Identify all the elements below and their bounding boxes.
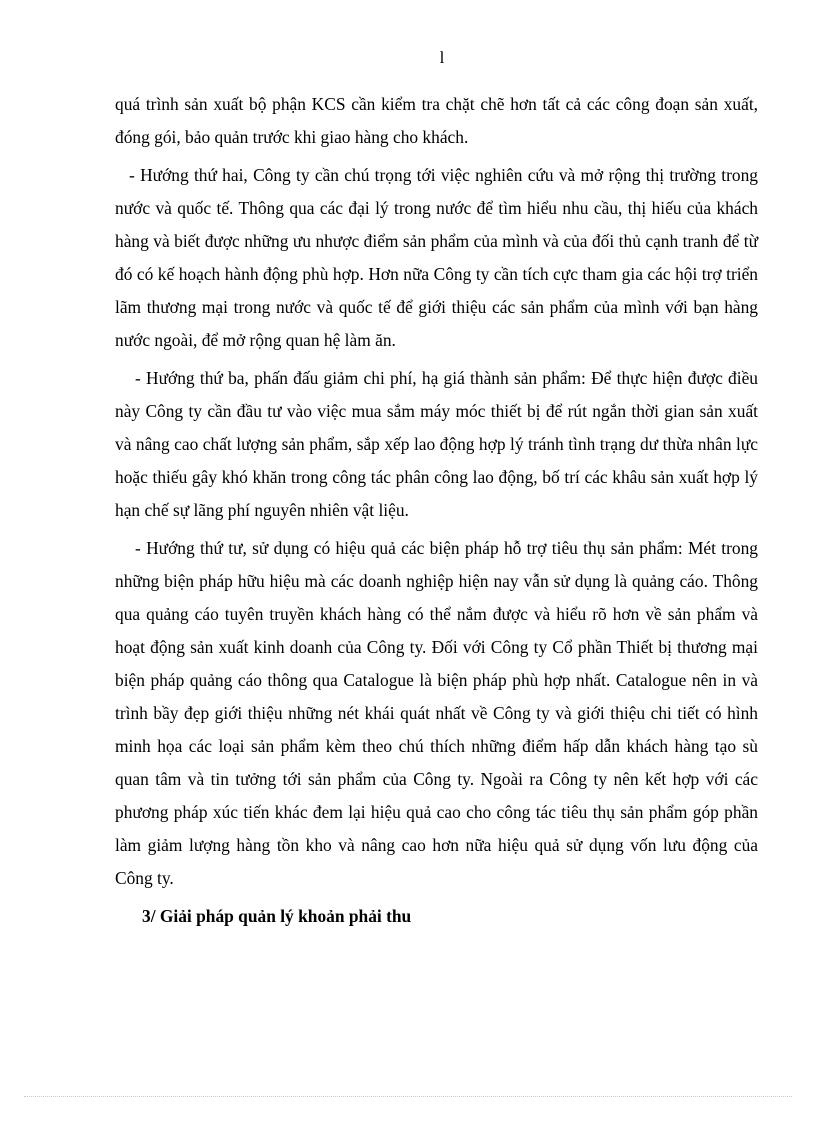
- paragraph-continuation: quá trình sản xuất bộ phận KCS cần kiểm tra chặt chẽ hơn tất cả các công đoạn sản xuất, đóng gói, bảo quản trước khi giao hàng cho khách.: [115, 94, 758, 147]
- paragraph-direction-three: - Hướng thứ ba, phấn đấu giảm chi phí, hạ giá thành sản phẩm: Để thực hiện được điều này Công ty cần đầu tư vào việc mua sắm máy móc thiết bị để rút ngắn thời gian sản xuất và nâng cao chất lượng sản phẩm, sắp xếp lao động hợp lý tránh tình trạng dư thừa nhân lực hoặc thiếu gây khó khăn trong công tác phân công lao động, bố trí các khâu sản xuất hợp lý hạn chế sự lãng phí nguyên nhiên vật liệu.: [115, 368, 758, 520]
- document-body: [115, 88, 758, 933]
- paragraph-direction-four: - Hướng thứ tư, sử dụng có hiệu quả các biện pháp hỗ trợ tiêu thụ sản phẩm: Mét trong những biện pháp hữu hiệu mà các doanh nghiệp hiện nay vẫn sử dụng là quảng cáo. Thông qua quảng cáo tuyên truyền khách hàng có thể nắm được và hiểu rõ hơn về sản phẩm và hoạt động sản xuất kinh doanh của Công ty. Đối với Công ty Cổ phần Thiết bị thương mại biện pháp quảng cáo thông qua Catalogue là biện pháp phù hợp nhất. Catalogue nên in và trình bầy đẹp giới thiệu những nét khái quát nhất về Công ty và giới thiệu chi tiết có hình minh họa các loại sản phẩm kèm theo chú thích những điểm hấp dẫn khách hàng tạo sù quan tâm và tin tưởng tới sản phẩm của Công ty. Ngoài ra Công ty nên kết hợp với các phương pháp xúc tiến khác đem lại hiệu quả cao cho công tác tiêu thụ sản phẩm góp phần làm giảm lượng hàng tồn kho và nâng cao hơn nữa hiệu quả sử dụng vốn lưu động của Công ty.: [115, 538, 758, 888]
- section-heading: 3/ Giải pháp quản lý khoản phải thu: [142, 906, 412, 926]
- page-number: l: [439, 48, 445, 67]
- page-bottom-divider: [24, 1096, 792, 1097]
- paragraph-direction-two: - Hướng thứ hai, Công ty cần chú trọng tới việc nghiên cứu và mở rộng thị trường trong nước và quốc tế. Thông qua các đại lý trong nước để tìm hiểu nhu cầu, thị hiếu của khách hàng và biết được những ưu nhược điểm sản phẩm của mình và của đối thủ cạnh tranh để từ đó có kế hoạch hành động phù hợp. Hơn nữa Công ty cần tích cực tham gia các hội trợ triển lãm thương mại trong nước và quốc tế để giới thiệu các sản phẩm của mình với bạn hàng nước ngoài, để mở rộng quan hệ làm ăn.: [115, 165, 758, 350]
